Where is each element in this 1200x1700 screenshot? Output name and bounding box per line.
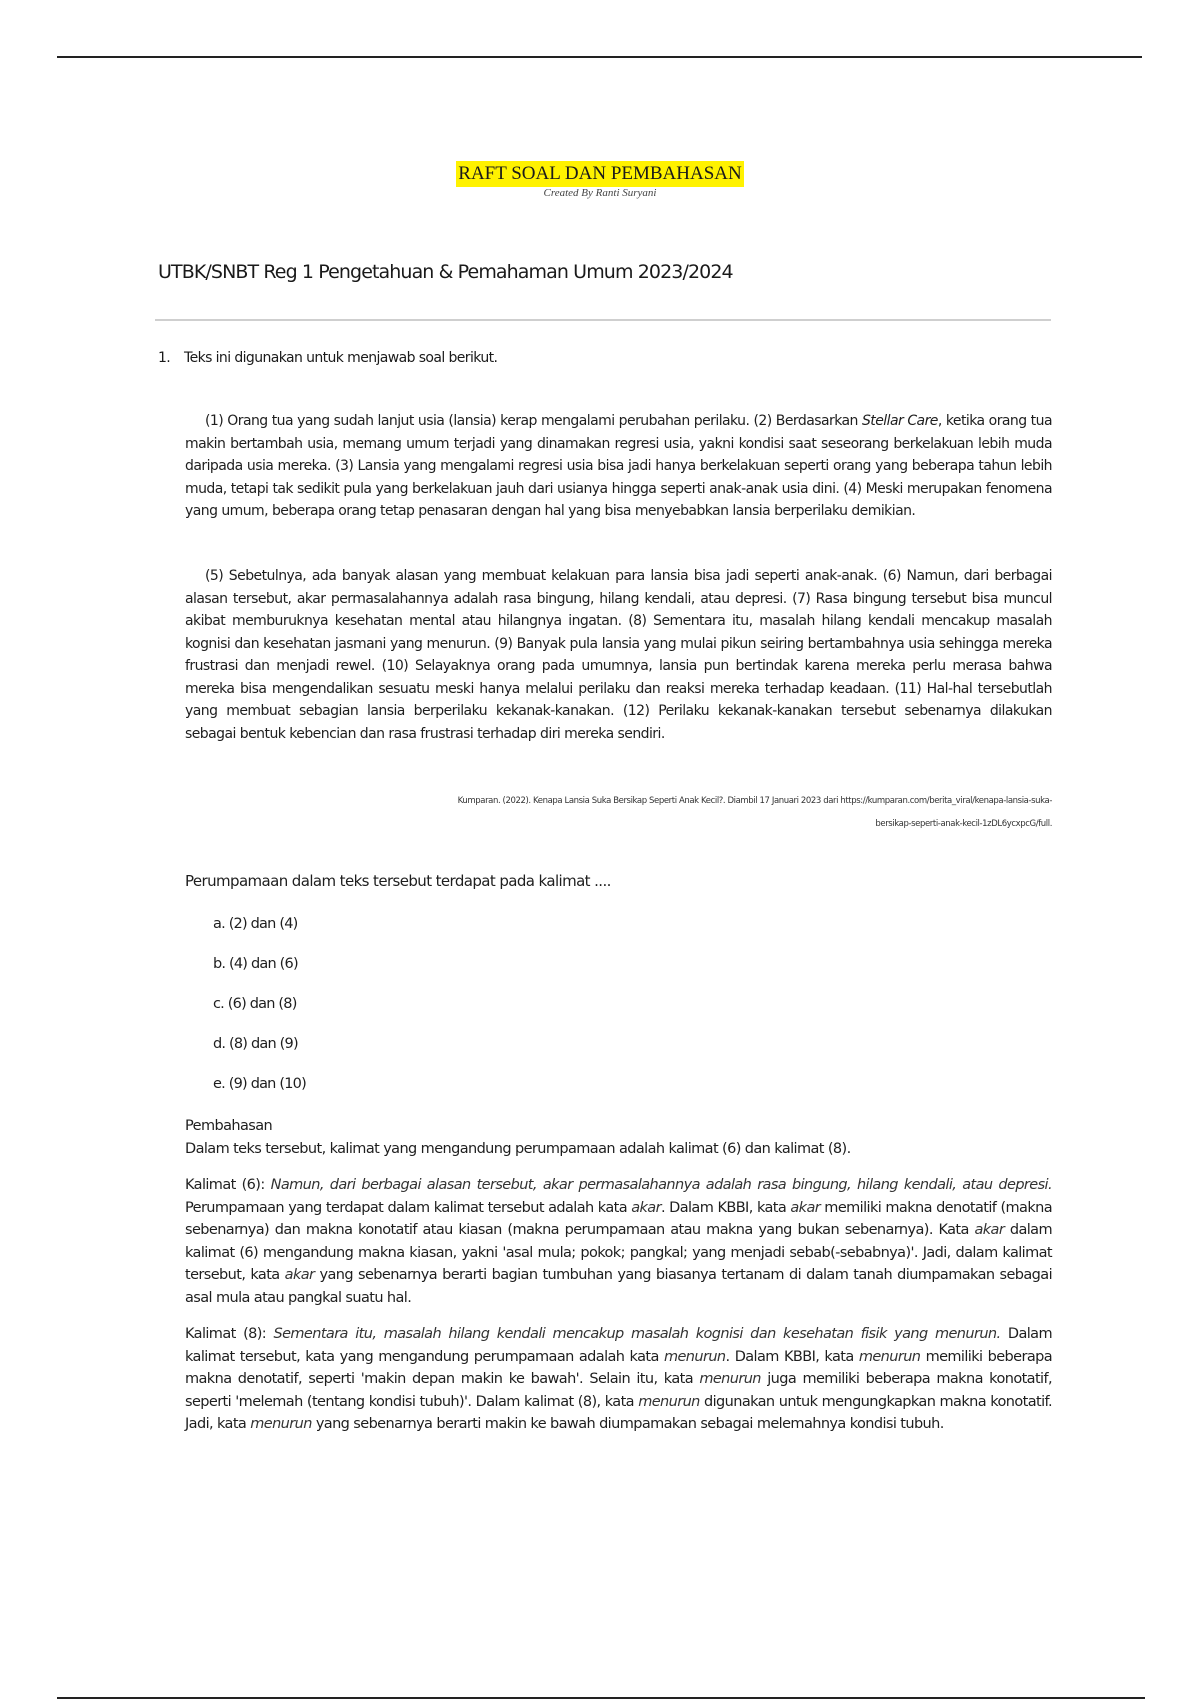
kalimat-quote: Namun, dari berbagai alasan tersebut, akar permasalahannya adalah rasa bingung, hilang kendali, atau depresi. (270, 1177, 1052, 1193)
question-prompt: Perumpamaan dalam teks tersebut terdapat pada kalimat .... (185, 872, 611, 890)
exam-title: UTBK/SNBT Reg 1 Pengetahuan & Pemahaman Umum 2023/2024 (158, 261, 733, 283)
explanation-text: . Dalam KBBI, kata (725, 1348, 859, 1365)
explanation-text: memiliki makna denotatif (makna sebenarnya) dan makna konotatif atau kiasan (makna perumpamaan atau makna yang bukan sebenarnya). Kata (185, 1199, 1052, 1238)
option-c[interactable]: c. (6) dan (8) (213, 996, 297, 1012)
option-a[interactable]: a. (2) dan (4) (213, 916, 298, 932)
citation-line: Kumparan. (2022). Kenapa Lansia Suka Bersikap Seperti Anak Kecil?. Diambil 17 Januari 2023 dari https://kumparan.com/berita_viral/kenapa-lansia-suka- (457, 796, 1052, 806)
paragraph-text: (1) Orang tua yang sudah lanjut usia (lansia) kerap mengalami perubahan perilaku. (2) Berdasarkan (205, 413, 862, 429)
paragraph-text: (5) Sebetulnya, ada banyak alasan yang membuat kelakuan para lansia bisa jadi seperti anak-anak. (6) Namun, dari berbagai alasan tersebut, akar permasalahannya adalah rasa bingung, hilang kendali, atau depresi. (7) Rasa bingung tersebut bisa muncul akibat memburuknya kesehatan mental atau hilangnya ingatan. (8) Sementara itu, masalah hilang kendali mencakup masalah kognisi dan kesehatan jasmani yang menurun. (9) Banyak pula lansia yang mulai pikun seiring bertambahnya usia sehingga mereka frustrasi dan menjadi rewel. (10) Selayaknya orang pada umumnya, lansia pun bertindak karena mereka perlu merasa bahwa mereka bisa mengendalikan sesuatu meski hanya melalui perilaku dan reaksi mereka terhadap keadaan. (11) Hal-hal tersebutlah yang membuat sebagian lansia berperilaku kekanak-kanakan. (12) Perilaku kekanak-kanakan tersebut sebenarnya dilakukan sebagai bentuk kebencian dan rasa frustrasi terhadap diri mereka sendiri. (185, 568, 1052, 742)
option-b[interactable]: b. (4) dan (6) (213, 956, 298, 972)
top-page-rule (57, 56, 1142, 58)
question-intro (158, 350, 497, 366)
key-word: akar (284, 1267, 315, 1283)
citation (230, 790, 1052, 836)
discussion-heading: Pembahasan (185, 1118, 273, 1134)
key-word: menurun (638, 1393, 700, 1410)
option-d[interactable]: d. (8) dan (9) (213, 1036, 298, 1052)
citation-line: bersikap-seperti-anak-kecil-1zDL6ycxpcG/full. (875, 819, 1052, 829)
reading-paragraph-2 (185, 565, 1052, 745)
kalimat-label: Kalimat (8): (185, 1326, 267, 1342)
reading-paragraph-1 (185, 410, 1052, 523)
explanation-text: digunakan untuk mengungkapkan makna konotatif. Jadi, kata (185, 1393, 1052, 1432)
key-word: akar (790, 1199, 821, 1216)
key-word: menurun (663, 1348, 726, 1365)
explanation-text: yang sebenarnya berarti makin ke bawah diumpamakan sebagai melemahnya kondisi tubuh. (311, 1416, 944, 1432)
explanation-text: memiliki beberapa makna denotatif, seperti 'makin depan makin ke bawah'. Selain itu, kata (185, 1348, 1053, 1387)
kalimat-label: Kalimat (6): (185, 1177, 265, 1193)
key-word: akar (631, 1199, 661, 1216)
paragraph-text: , ketika orang tua makin bertambah usia, memang umum terjadi yang dinamakan regresi usia, yakni kondisi saat seseorang berkelakuan lebih muda daripada usia mereka. (3) Lansia yang mengalami regresi usia bisa jadi hanya berkelakuan seperti orang yang beberapa tahun lebih muda, tetapi tak sedikit pula yang berkelakuan jauh dari usianya hingga seperti anak-anak usia dini. (4) Meski merupakan fenomena yang umum, beberapa orang tetap penasaran dengan hal yang bisa menyebabkan lansia berperilaku demikian. (185, 413, 1052, 519)
kalimat-6-explanation (185, 1174, 1052, 1309)
question-intro-text: Teks ini digunakan untuk menjawab soal berikut. (184, 350, 498, 366)
bottom-page-rule (57, 1697, 1145, 1699)
kalimat-8-explanation (185, 1323, 1052, 1436)
key-word: menurun (699, 1371, 761, 1387)
section-divider (155, 319, 1051, 321)
answer-options (213, 913, 306, 1113)
discussion-section (185, 1115, 1052, 1450)
question-number: 1. (158, 350, 171, 366)
explanation-text: yang sebenarnya berarti bagian tumbuhan yang biasanya tertanam di dalam tanah diumpamakan sebagai asal mula atau pangkal suatu hal. (185, 1267, 1052, 1306)
explanation-text: . Dalam KBBI, kata (660, 1199, 791, 1216)
key-word: menurun (250, 1416, 312, 1432)
document-header (0, 161, 1200, 199)
kalimat-quote: Sementara itu, masalah hilang kendali mencakup masalah kognisi dan kesehatan fisik yang menurun. (273, 1326, 1001, 1342)
option-e[interactable]: e. (9) dan (10) (213, 1076, 306, 1092)
key-word: menurun (858, 1348, 921, 1365)
discussion-summary: Dalam teks tersebut, kalimat yang mengandung perumpamaan adalah kalimat (6) dan kalimat (8). (185, 1140, 851, 1157)
explanation-text: juga memiliki beberapa makna konotatif, seperti 'melemah (tentang kondisi tubuh)'. Dalam kalimat (8), kata (185, 1371, 1052, 1410)
italic-source-name: Stellar Care (861, 413, 938, 429)
explanation-text: Dalam kalimat tersebut, kata yang mengandung perumpamaan adalah kata (185, 1326, 1052, 1365)
document-title: RAFT SOAL DAN PEMBAHASAN (456, 161, 743, 187)
explanation-text: dalam kalimat (6) mengandung makna kiasan, yakni 'asal mula; pokok; pangkal; yang menjadi sebab(-sebabnya)'. Jadi, dalam kalimat tersebut, kata (185, 1222, 1052, 1283)
explanation-text: Perumpamaan yang terdapat dalam kalimat tersebut adalah kata (185, 1199, 632, 1216)
key-word: akar (974, 1222, 1005, 1238)
document-author: Created By Ranti Suryani (543, 187, 657, 199)
